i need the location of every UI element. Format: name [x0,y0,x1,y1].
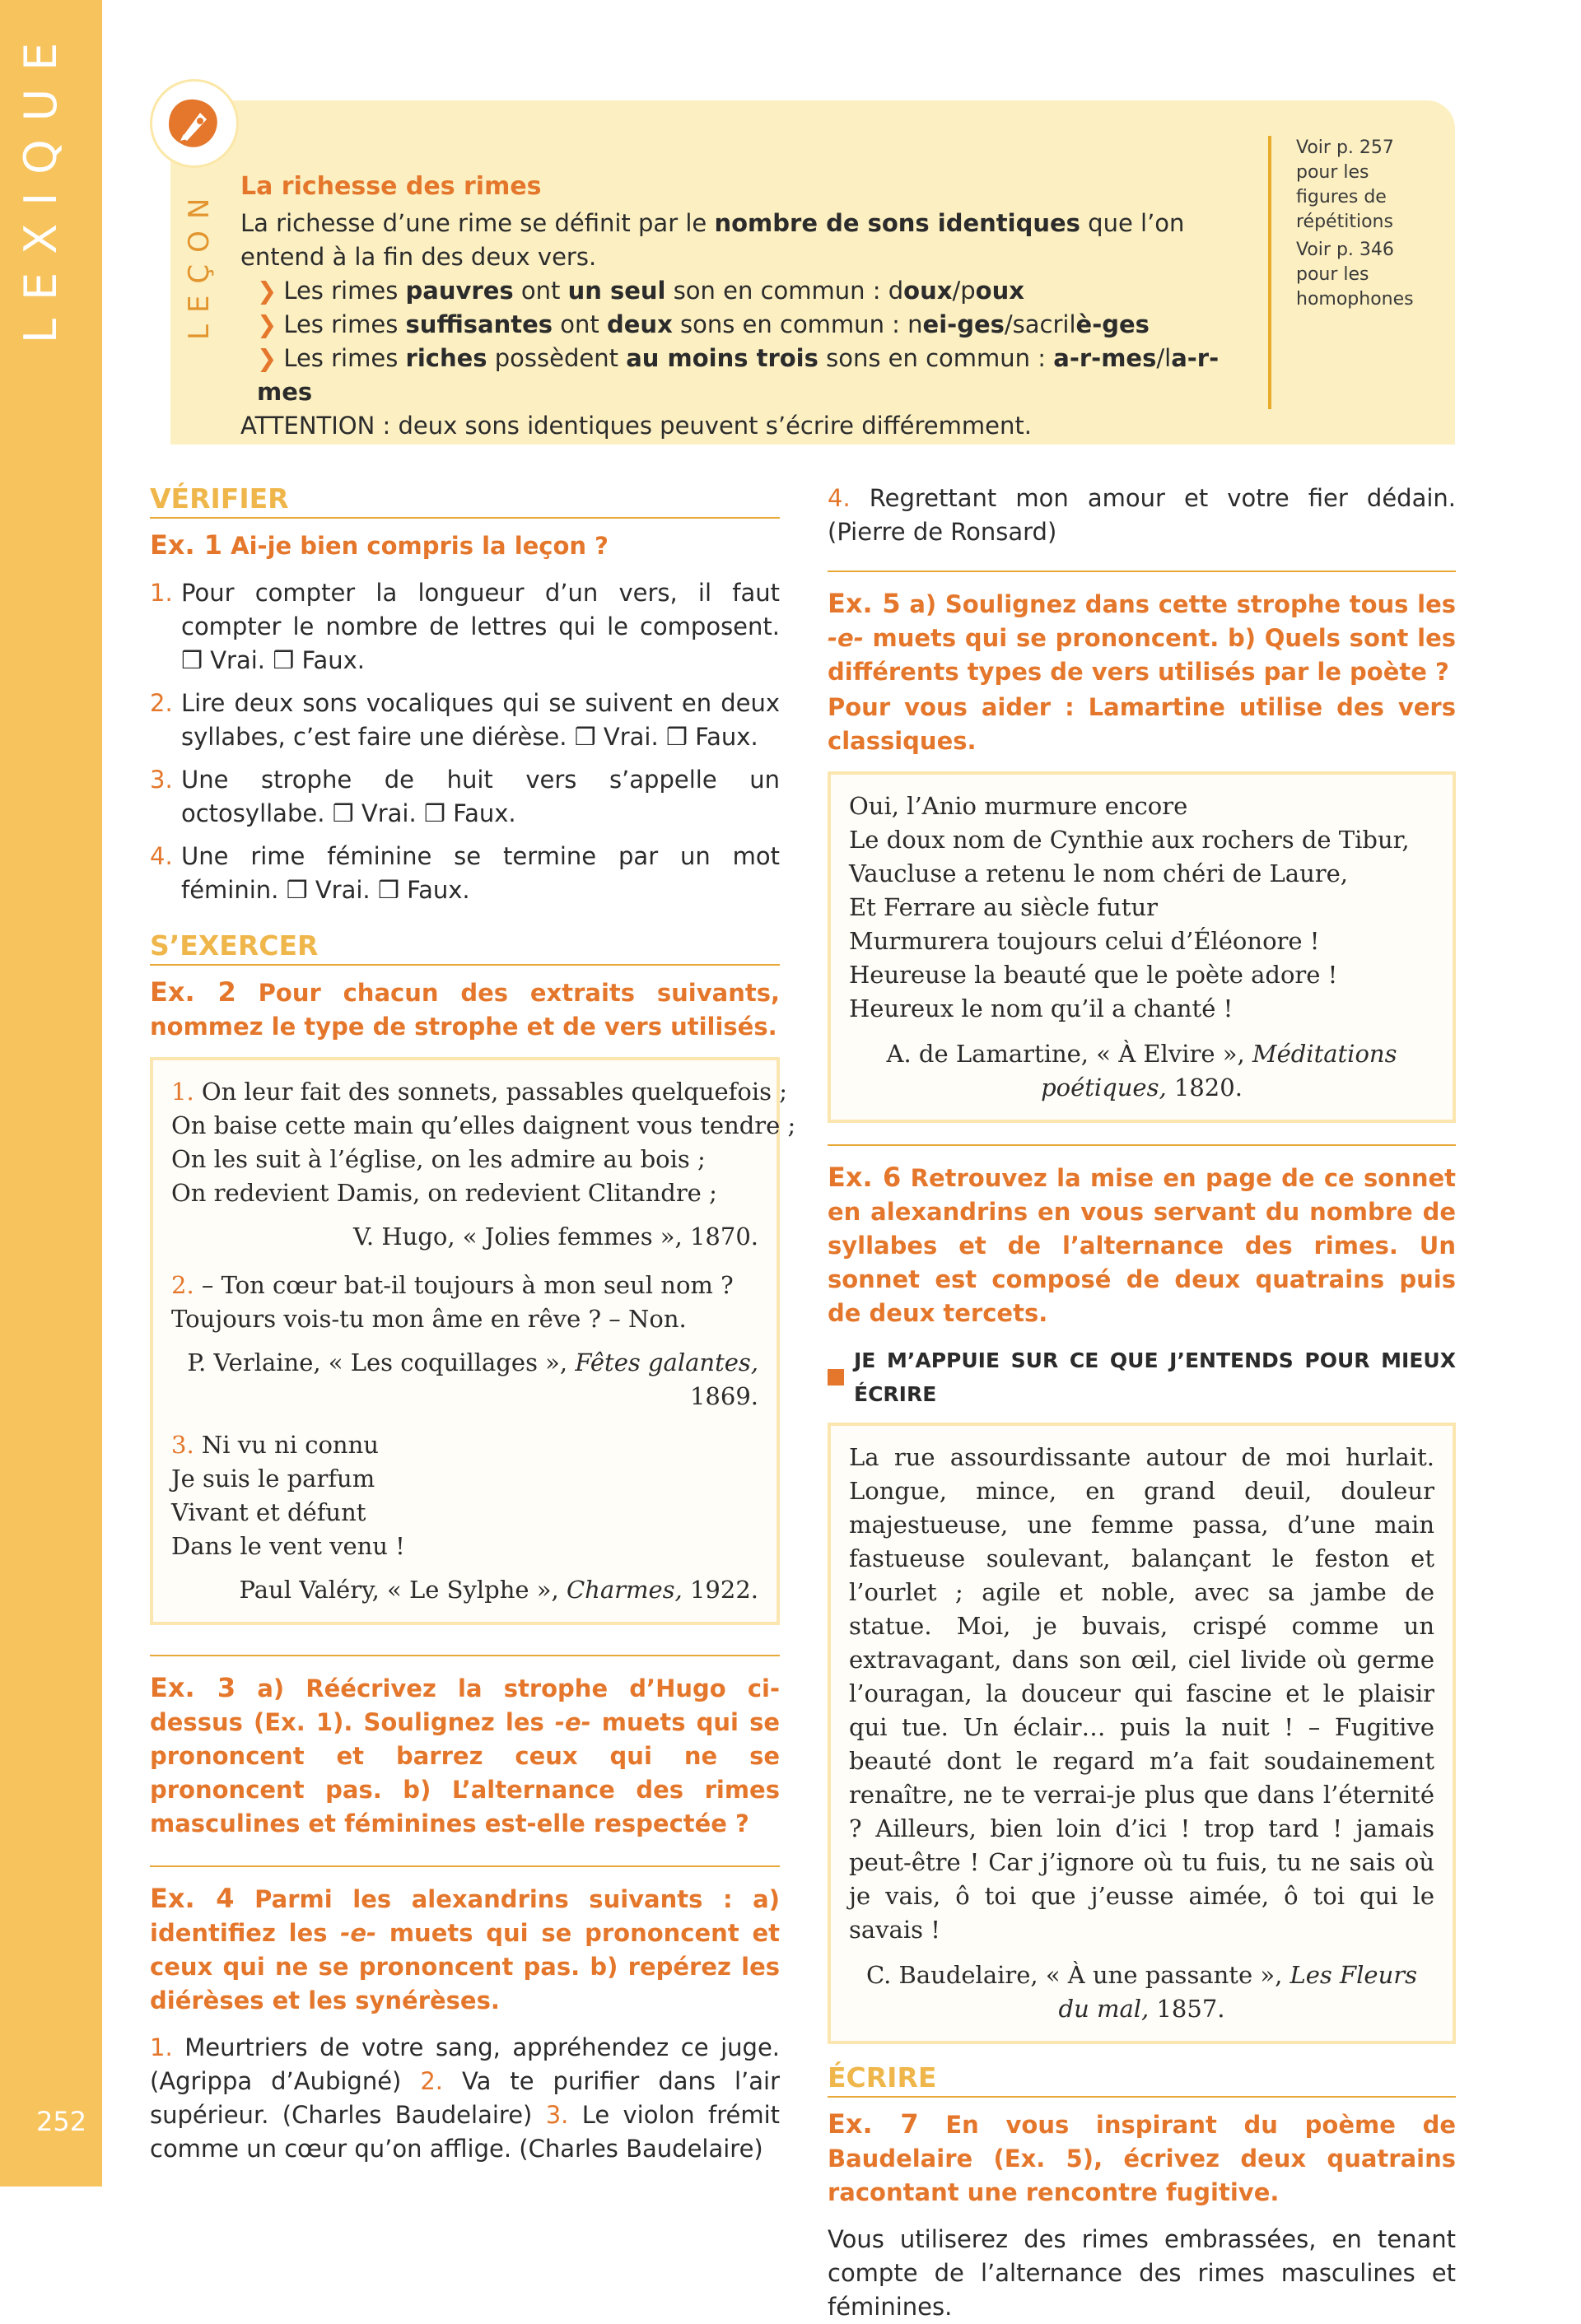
extract-valery [171,1428,758,1607]
see-also-line: Voir p. 346 [1296,240,1394,260]
chevron-right-icon: ❯ [257,310,277,338]
see-also-line: répétitions [1296,212,1393,232]
prose-text: La rue assourdissante autour de moi hurlait. Longue, mince, en grand deuil, douleur majestueuse, une femme passa, d’une main fastueuse soulevant, balançant le feston et l’ourlet ; agile et noble, avec sa jambe de statue. Moi, je buvais, crispé comme un extravagant, dans son œil, ciel livide où germe l’ouragan, la douceur qui fascine et le plaisir qui tue. Un éclair… puis la nuit ! – Fugitive beauté dont le regard m’a fait soudainement renaître, ne te verrai-je plus que dans l’éternité ? Ailleurs, bien loin d’ici ! trop tard ! jamais peut-être ! Car j’ignore où tu fuis, tu ne sais où je vais, ô toi que j’eusse aimée, ô toi qui le savais ! [849,1443,1434,1944]
poem-line: Et Ferrare au siècle futur [849,893,1159,921]
divider [828,1144,1456,1146]
exercise-6-subheading: JE M’APPUIE SUR CE QUE J’ENTENDS POUR MIEUX ÉCRIRE [828,1344,1456,1411]
question-item: 2. Lire deux sons vocaliques qui se suivent en deux syllabes, c’est faire une diérèse. ❒ Vrai. ❒ Faux. [150,689,780,751]
section-heading-sexercer: S’EXERCER [150,929,780,966]
section-label: LEXIQUE [15,25,67,344]
poem-line: On baise cette main qu’elles daignent vous tendre ; [171,1111,796,1139]
source-citation: V. Hugo, « Jolies femmes », 1870. [353,1223,758,1250]
chevron-right-icon: ❯ [257,344,277,372]
see-also-line: pour les [1296,162,1369,183]
exercise-1-questions [150,576,780,907]
lecon-item-suffisantes: ❯ Les rimes suffisantes ont deux sons en commun : nei-ges/sacrilè-ges [257,310,1150,338]
see-also-line: pour les [1296,264,1369,285]
poem-line: Murmurera toujours celui d’Éléonore ! [849,927,1320,955]
lecon-title: La richesse des rimes [240,172,542,201]
source-citation: C. Baudelaire, « À une passante », Les Fleurs du mal, 1857. [865,1961,1418,2023]
see-also-line: Voir p. 257 [1296,137,1394,158]
lecon-badge [150,79,239,168]
see-also-line: homophones [1296,289,1414,310]
divider [828,571,1456,572]
poem-line: 3. Ni vu ni connu [171,1431,379,1459]
lecon-item-pauvres: ❯ Les rimes pauvres ont un seul son en commun : doux/poux [257,277,1024,305]
poem-line: On redevient Damis, on redevient Clitandre ; [171,1179,717,1207]
poem-line: 2. – Ton cœur bat-il toujours à mon seul nom ? [171,1271,734,1299]
poem-line: Vaucluse a retenu le nom chéri de Laure, [849,859,1348,887]
poem-line: Je suis le parfum [171,1465,375,1493]
extract-hugo [171,1075,796,1254]
divider [150,1655,780,1656]
source-citation: Paul Valéry, « Le Sylphe », Charmes, 1922. [239,1576,758,1604]
exercise-4-heading: Ex. 4 Parmi les alexandrins suivants : a) identifiez les -e- muets qui se prononcent et ceux qui ne se prononcent pas. b) repérez les diérèses et les synérèses. [150,1883,780,2014]
exercise-3-heading: Ex. 3 a) Réécrivez la strophe d’Hugo ci-dessus (Ex. 1). Soulignez les -e- muets qui se prononcent et barrez ceux qui ne se prononcent pas. b) L’alternance des rimes masculines et féminines est-elle respectée ? [150,1672,781,1837]
left-column [150,482,796,2166]
exercise-4-lines: 1. Meurtriers de votre sang, appréhendez ce juge. (Agrippa d’Aubigné) 2. Va te purifier dans l’air supérieur. (Charles Baudelaire) 3. Le violon frémit comme un cœur qu’on afflige. (Charles Baudelaire) [150,2033,781,2163]
poem-line: Heureux le nom qu’il a chanté ! [849,994,1234,1022]
exercise-1-heading: Ex. 1 Ai-je bien compris la leçon ? [150,529,609,561]
lecon-content [240,170,1257,443]
right-column [828,482,1456,2324]
poem-line: On les suit à l’église, on les admire au bois ; [171,1145,706,1173]
exercise-6-heading: Ex. 6 Retrouvez la mise en page de ce sonnet en alexandrins en vous servant du nombre de syllabes et de l’alternance des rimes. Un sonnet est composé de deux quatrains puis de deux tercets. [828,1162,1456,1327]
poem-line: Toujours vois-tu mon âme en rêve ? – Non. [171,1305,687,1333]
lecon-intro: La richesse d’une rime se définit par le nombre de sons identiques que l’on entend à la fin des deux vers. [240,209,1185,271]
exercise-6-prose-box [828,1423,1456,2044]
exercise-2-heading: Ex. 2 Pour chacun des extraits suivants, nommez le type de strophe et de vers utilisés. [150,976,780,1041]
exercise-5-hint: Pour vous aider : Lamartine utilise des vers classiques. [828,693,1456,755]
lecon-tag: LEÇON [183,186,216,341]
exercise-7-heading: Ex. 7 En vous inspirant du poème de Baudelaire (Ex. 5), écrivez deux quatrains racontant une rencontre fugitive. [828,2108,1456,2206]
poem-line: Le doux nom de Cynthie aux rochers de Tibur, [849,826,1410,854]
question-item: 3. Une strophe de huit vers s’appelle un octosyllabe. ❒ Vrai. ❒ Faux. [150,766,780,827]
poem-line: 1. On leur fait des sonnets, passables quelquefois ; [171,1078,788,1106]
question-item: 4. Une rime féminine se termine par un mot féminin. ❒ Vrai. ❒ Faux. [150,842,780,904]
source-citation: P. Verlaine, « Les coquillages », Fêtes galantes, 1869. [187,1348,758,1410]
poem-line: Oui, l’Anio murmure encore [849,792,1188,820]
source-citation: A. de Lamartine, « À Elvire », Méditations poétiques, 1820. [886,1040,1397,1101]
exercise-5-poem-box [828,771,1456,1123]
exercise-5-heading: Ex. 5 a) Soulignez dans cette strophe tous les -e- muets qui se prononcent. b) Quels sont les différents types de vers utilisés par le poète ? [828,588,1456,686]
section-heading-verifier: VÉRIFIER [150,482,780,519]
see-also-note [1268,136,1433,409]
fountain-pen-icon [162,91,226,156]
extract-verlaine [171,1269,758,1413]
exercise-4-lines-continued: 4. Regrettant mon amour et votre fier dédain. (Pierre de Ronsard) [828,484,1456,546]
poem-line: Vivant et défunt [171,1498,366,1526]
see-also-line: figures de [1296,187,1387,207]
divider [150,1865,780,1867]
lecon-attention: ATTENTION : deux sons identiques peuvent s’écrire différemment. [240,412,1032,440]
chevron-right-icon: ❯ [257,277,277,305]
poem-line: Heureuse la beauté que le poète adore ! [849,961,1338,989]
side-band [0,0,102,2187]
question-item: 1. Pour compter la longueur d’un vers, il faut compter le nombre de lettres qui le composent. ❒ Vrai. ❒ Faux. [150,579,780,674]
page-number: 252 [36,2106,87,2137]
poem-line: Dans le vent venu ! [171,1532,405,1560]
lecon-item-riches: ❯ Les rimes riches possèdent au moins trois sons en commun : a-r-mes/la-r-mes [257,344,1220,406]
exercise-7-text: Vous utiliserez des rimes embrassées, en tenant compte de l’alternance des rimes masculines et féminines. [828,2225,1456,2321]
section-heading-ecrire: ÉCRIRE [828,2061,1456,2098]
exercise-2-extracts-box [150,1057,796,1625]
square-bullet-icon [828,1369,844,1386]
